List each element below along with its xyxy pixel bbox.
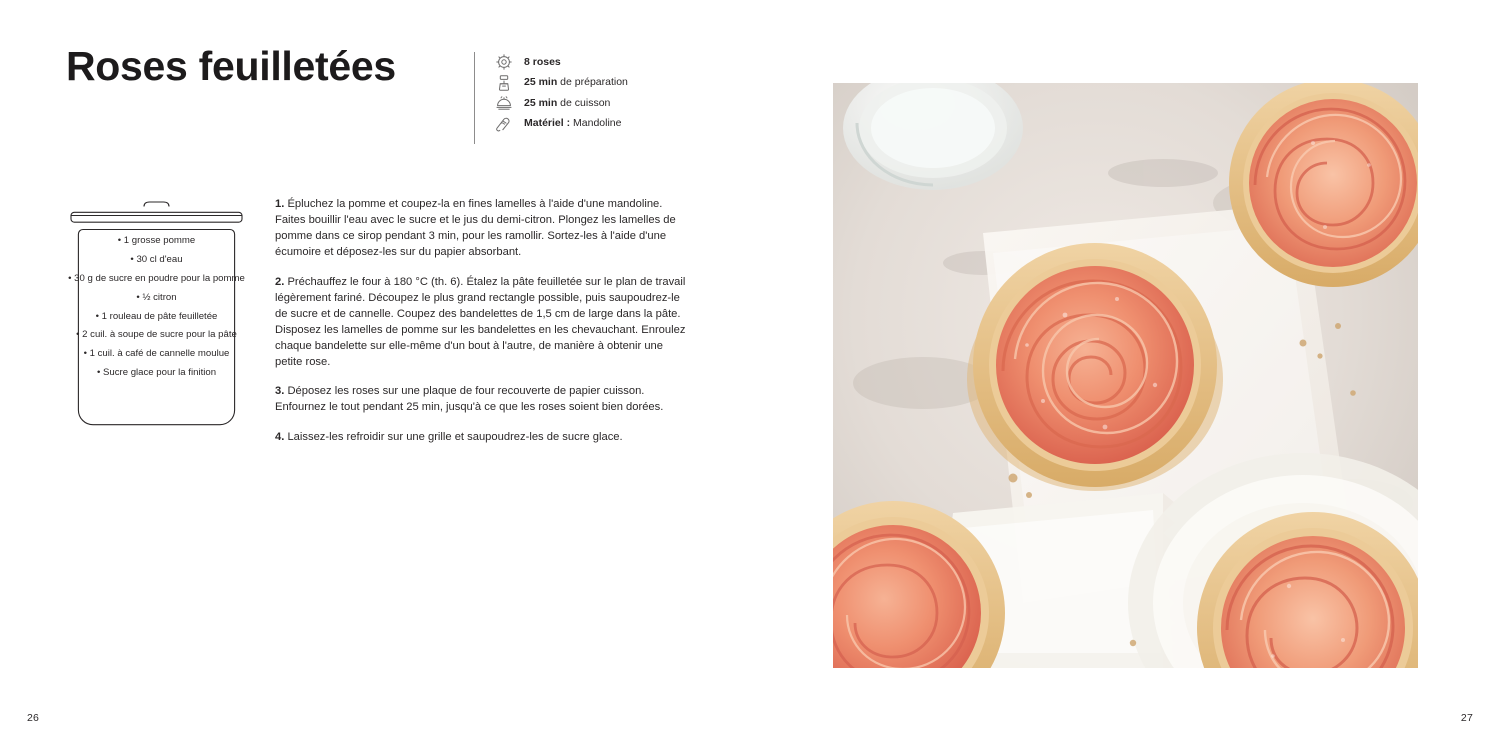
page-number-left: 26: [27, 712, 40, 724]
meta-equipment-value: Mandoline: [570, 117, 622, 130]
meta-cooking-rest: de cuisson: [557, 96, 611, 109]
ingredients-pot: [64, 196, 249, 431]
meta-prep-text: [524, 76, 628, 89]
meta-row-cooking: [494, 93, 628, 113]
step-number: 2.: [275, 275, 285, 288]
equipment-icon: [494, 115, 516, 133]
meta-cooking-value: 25 min: [524, 96, 558, 109]
ingredient-item: • 1 rouleau de pâte feuilletée: [95, 310, 218, 322]
ingredient-item: • 30 g de sucre en poudre pour la pomme: [68, 272, 245, 284]
ingredient-item: • ½ citron: [136, 291, 177, 303]
meta-row-portions: [494, 52, 628, 72]
cooking-time-icon: [494, 94, 516, 112]
ingredient-item: • Sucre glace pour la finition: [96, 367, 217, 379]
recipe-meta: [474, 52, 628, 144]
portions-icon: [494, 53, 516, 71]
step-paragraph: [275, 274, 689, 370]
meta-portions-value: 8 roses: [524, 55, 561, 68]
ingredients-list: [64, 234, 249, 385]
page-number-right: 27: [1460, 712, 1473, 724]
step-number: 3.: [275, 385, 285, 398]
meta-equipment-text: [524, 117, 621, 130]
step-number: 4.: [275, 430, 285, 443]
meta-equipment-label: Matériel :: [524, 117, 571, 130]
meta-prep-value: 25 min: [524, 76, 558, 89]
step-paragraph: [275, 429, 689, 445]
step-text: Déposez les roses sur une plaque de four recouverte de papier cuisson. Enfournez le tout pendant 25 min, jusqu'à ce que les roses soient bien dorées.: [275, 385, 664, 414]
meta-row-prep: [494, 73, 628, 93]
prep-time-icon: [494, 74, 516, 92]
instructions: [275, 196, 689, 458]
step-paragraph: [275, 196, 689, 260]
step-text: Épluchez la pomme et coupez-la en fines lamelles à l'aide d'une mandoline. Faites bouillir l'eau avec le sucre et le jus du demi-citron. Plongez les lamelles de pomme dans ce sirop pendant 3 min, pour les ramollir. Sortez-les à l'aide d'une écumoire et déposez-les sur du papier absorbant.: [275, 198, 676, 259]
step-text: Laissez-les refroidir sur une grille et saupoudrez-les de sucre glace.: [284, 430, 623, 443]
step-number: 1.: [275, 198, 285, 210]
meta-portions-text: [524, 56, 561, 69]
ingredient-item: • 1 cuil. à café de cannelle moulue: [83, 348, 230, 360]
ingredient-item: • 1 grosse pomme: [117, 235, 196, 246]
page-title: Roses feuilletées: [66, 43, 396, 89]
meta-prep-rest: de préparation: [557, 76, 628, 89]
meta-cooking-text: [524, 97, 610, 110]
step-text: Préchauffez le four à 180 °C (th. 6). Étalez la pâte feuilletée sur le plan de travail légèrement fariné. Découpez le plus grand rectangle possible, puis saupoudrez-le de sucre et de cannelle. Coupez des bandelettes de 1,5 cm de large dans la pâte. Disposez les lamelles de pomme sur les bandelettes en les chevauchant. Enroulez chaque bandelette sur elle-même d'un bout à l'autre, de manière à obtenir une petite rose.: [275, 275, 686, 368]
step-paragraph: [275, 383, 689, 415]
ingredient-item: • 30 cl d'eau: [130, 253, 183, 265]
roses-feuilletees-photo: [833, 83, 1418, 668]
ingredient-item: • 2 cuil. à soupe de sucre pour la pâte: [76, 329, 237, 341]
page-right: [750, 0, 1500, 750]
meta-row-equipment: [494, 114, 628, 134]
